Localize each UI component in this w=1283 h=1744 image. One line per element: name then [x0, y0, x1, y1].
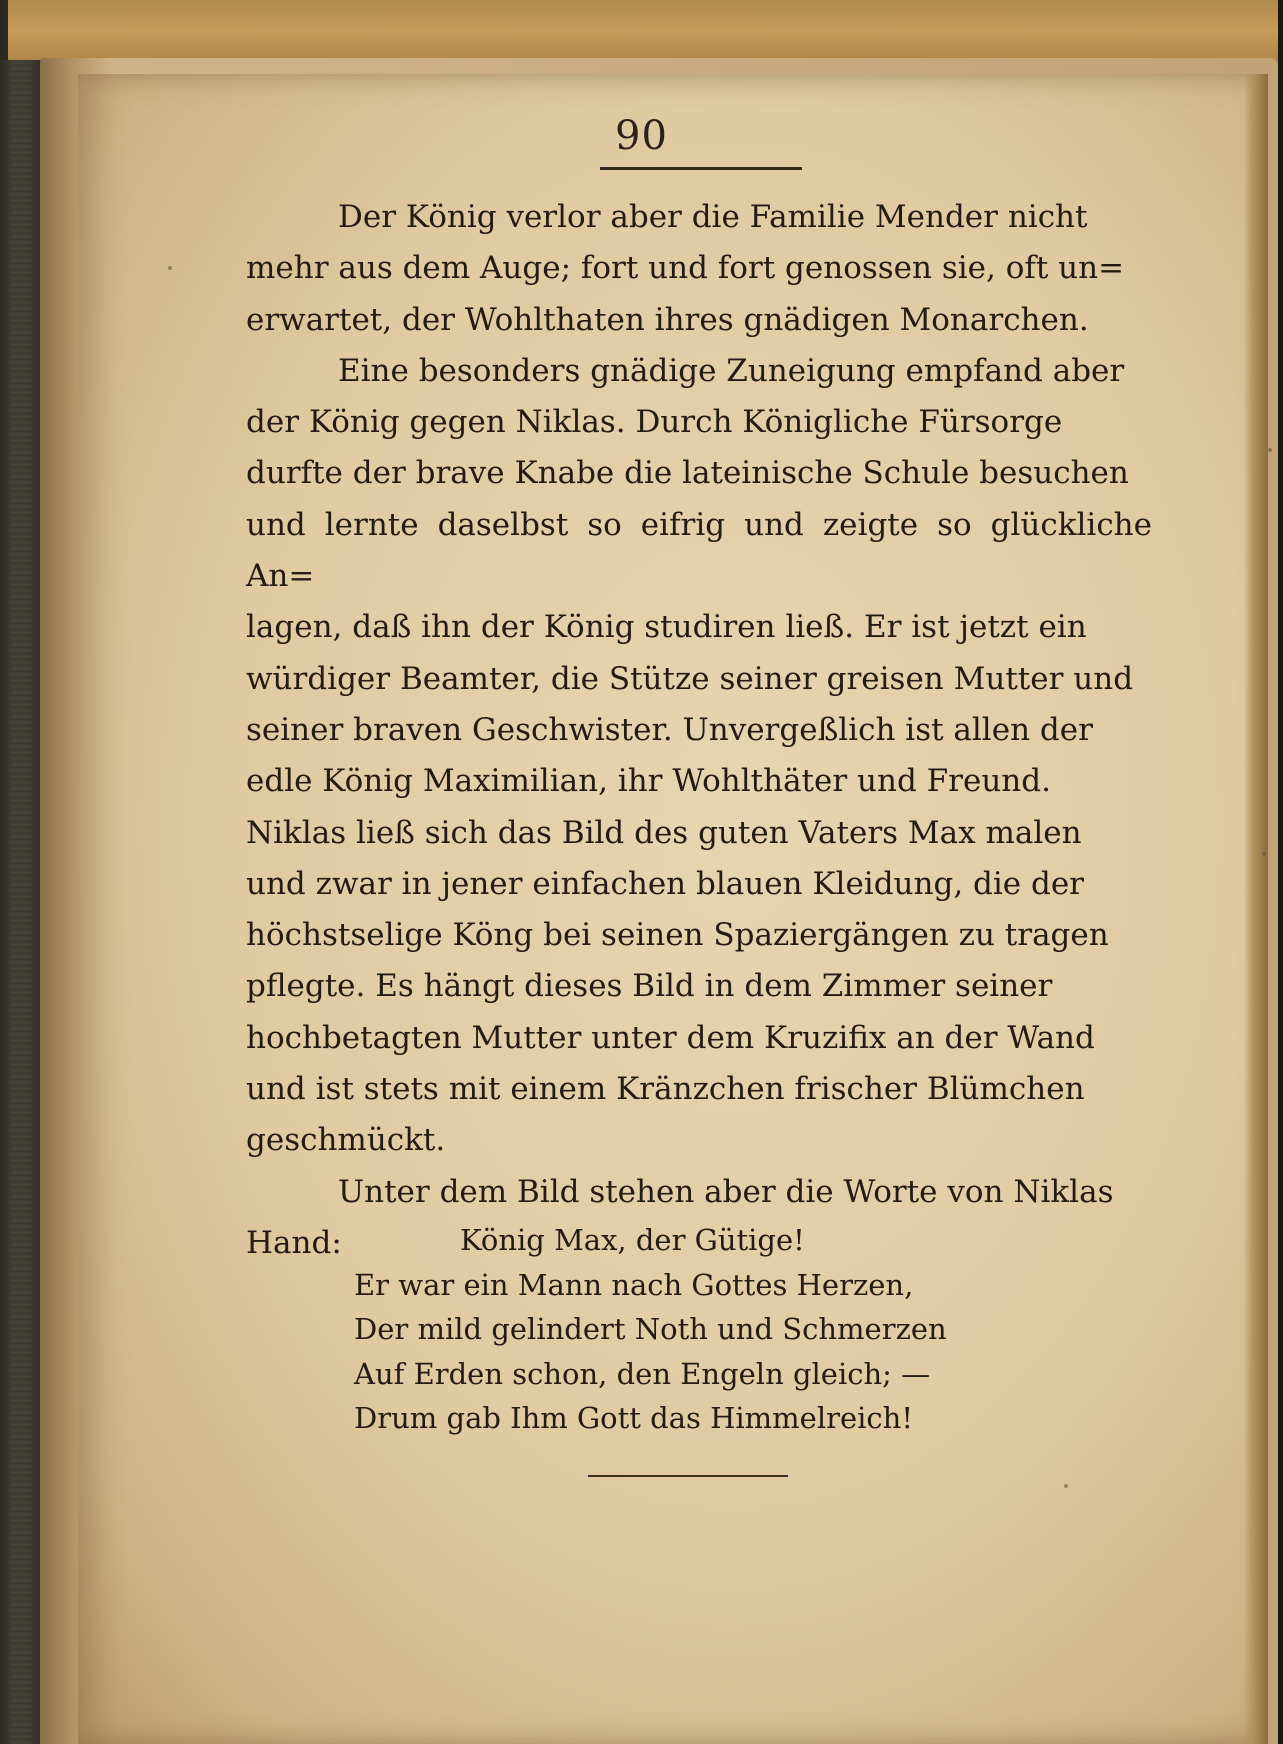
paper-speck — [1268, 448, 1272, 452]
poem-line-2: Der mild gelindert Noth und Schmerzen — [354, 1312, 947, 1346]
poem-line-4: Drum gab Ihm Gott das Himmelreich! — [354, 1401, 913, 1435]
paragraph-1: Der König verlor aber die Familie Mender nicht mehr aus dem Auge; fort und fort genossen sie, oft un= erwartet, der Wohlthaten ihres gnädigen Monarchen. — [246, 199, 1125, 338]
body-text — [246, 192, 1152, 1269]
page-right-edge-shadow — [1244, 74, 1268, 1744]
paragraph-2: Eine besonders gnädige Zuneigung empfand aber der König gegen Niklas. Durch Königliche Fürsorge durfte der brave Knabe die lateinische Schule besuchen und lernte daselbst so eifrig und zeigte so glückliche An= lagen, daß ihn der König studiren ließ. Er ist jetzt ein würdiger Beamter, die Stütze seiner greisen Mutter und seiner braven Geschwister. Unvergeßlich ist allen der edle König Maximilian, ihr Wohlthäter und Freund. Niklas ließ sich das Bild des guten Vaters Max malen und zwar in jener einfachen blauen Kleidung, die der höchstselige Köng bei seinen Spaziergängen zu tragen pflegte. Es hängt dieses Bild in dem Zimmer seiner hochbetagten Mutter unter dem Kruzifix an der Wand und ist stets mit einem Kränzchen frischer Blümchen geschmückt. — [246, 352, 1152, 1159]
page-number: 90 — [615, 113, 668, 159]
poem-line-1: Er war ein Mann nach Gottes Herzen, — [354, 1267, 914, 1302]
poem-title: König Max, der Gütige! — [460, 1223, 805, 1257]
paragraph-3: Unter dem Bild stehen aber die Worte von Niklas Hand: — [246, 1173, 1114, 1261]
end-rule — [588, 1475, 788, 1477]
poem-line-3: Auf Erden schon, den Engeln gleich; — — [354, 1356, 931, 1391]
header-rule — [600, 167, 802, 170]
poem — [354, 1218, 994, 1441]
paper-speck — [1064, 1484, 1068, 1488]
paper-speck — [168, 266, 172, 270]
paper-speck — [1262, 852, 1266, 856]
